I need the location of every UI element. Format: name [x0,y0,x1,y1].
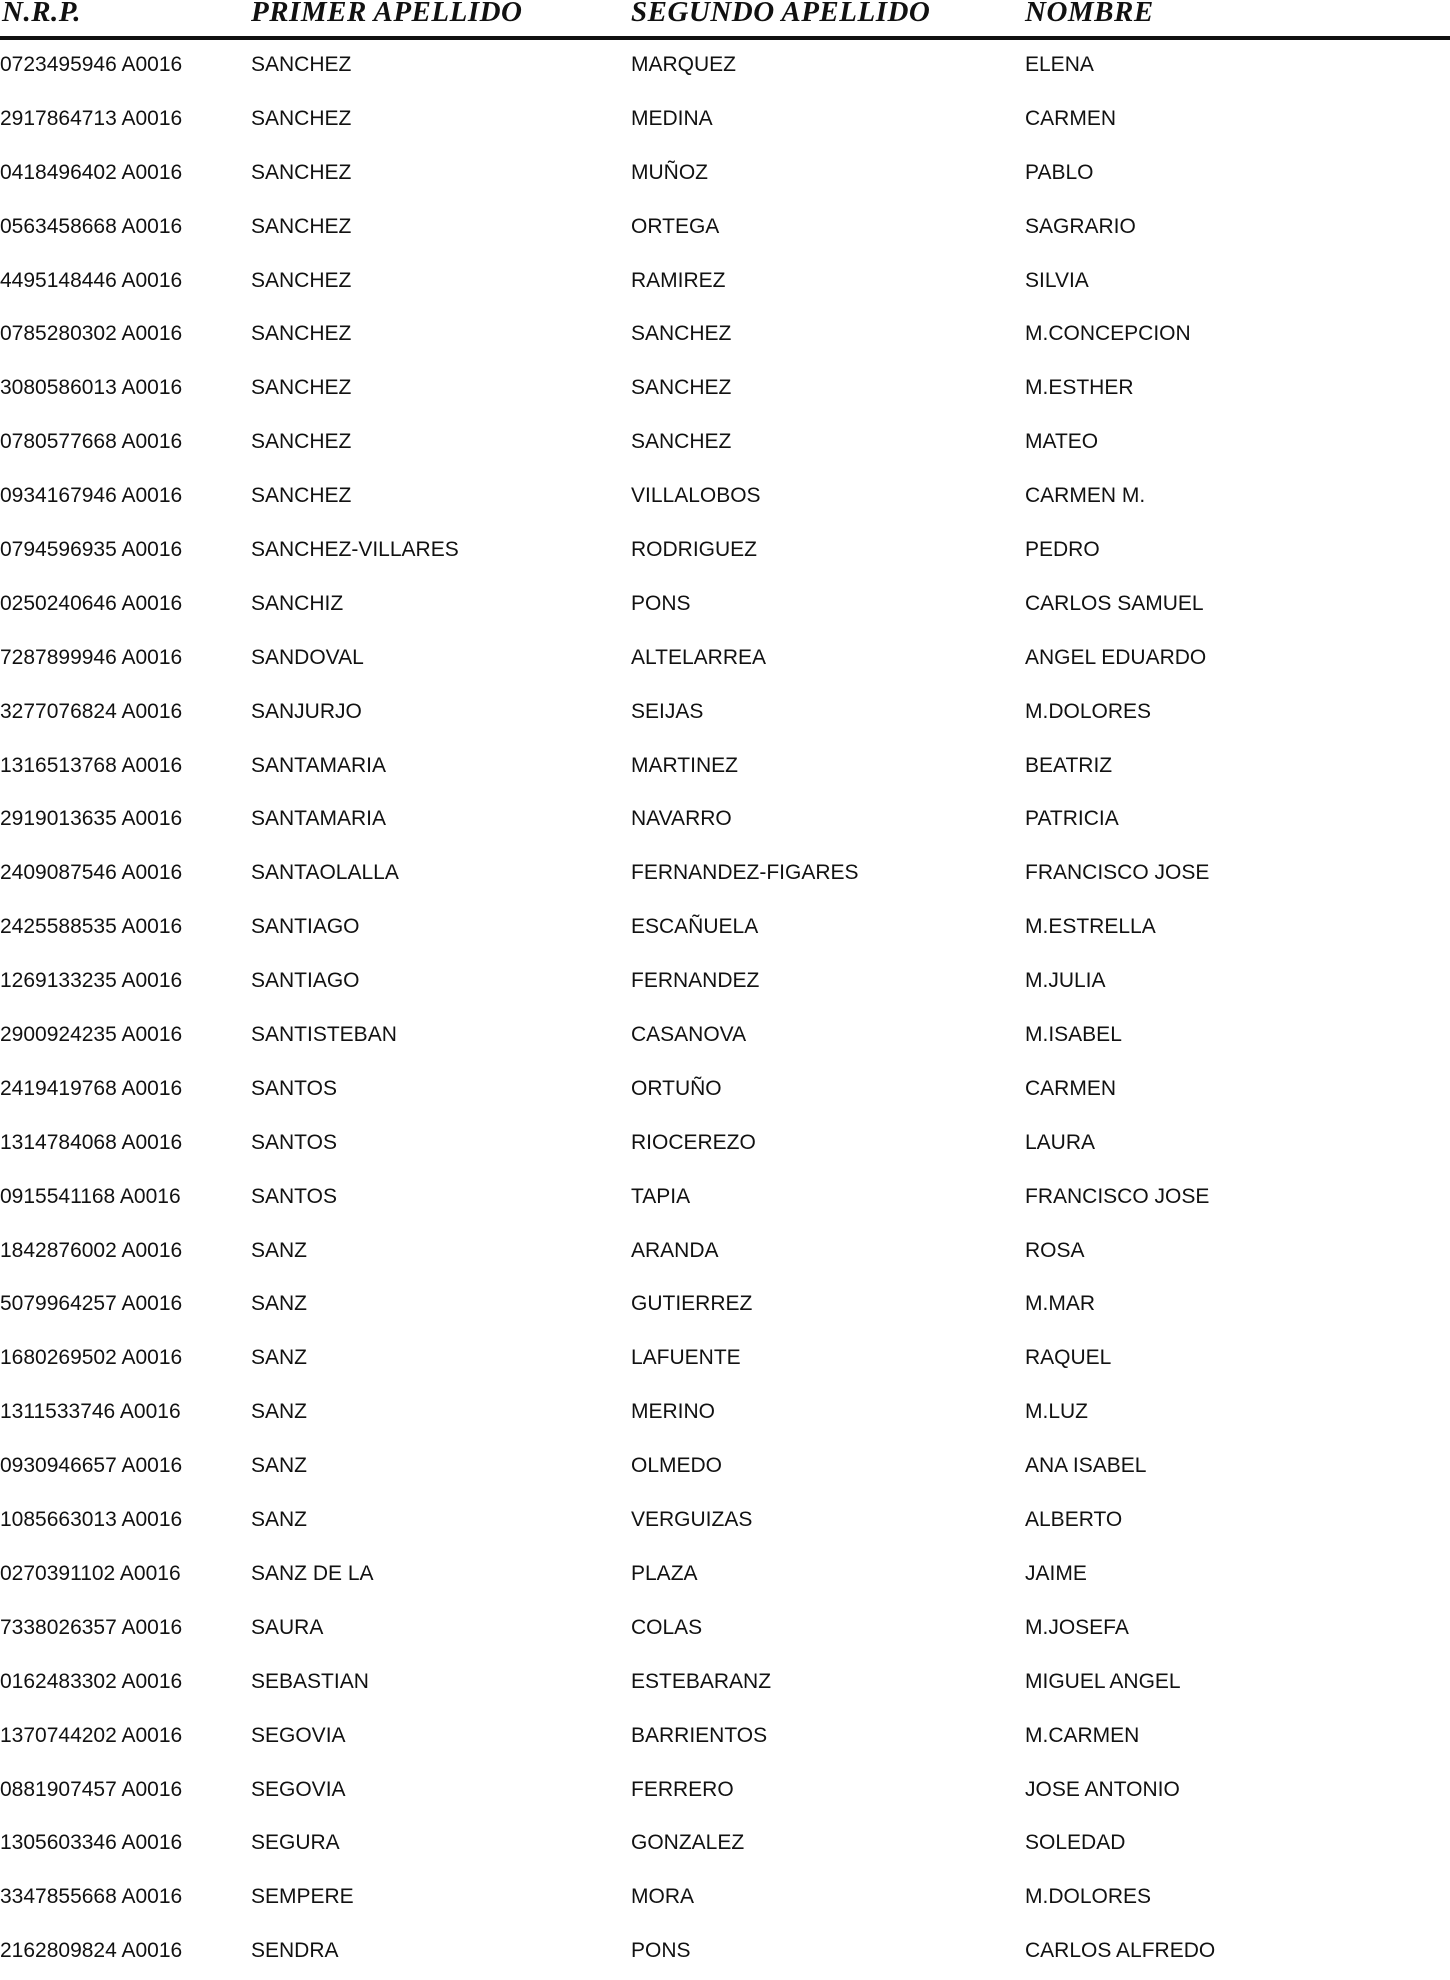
cell-segundo-apellido: MEDINA [631,106,713,130]
cell-segundo-apellido: FERNANDEZ [631,969,760,993]
cell-nrp: 2919013635 A0016 [0,807,183,831]
cell-nrp: 0934167946 A0016 [0,484,183,508]
cell-segundo-apellido: MUÑOZ [631,160,708,184]
cell-segundo-apellido: ALTELARREA [631,645,766,669]
cell-segundo-apellido: MERINO [631,1400,715,1424]
cell-primer-apellido: SANCHEZ [251,106,352,130]
table-row [0,956,1450,1010]
cell-primer-apellido: SANZ [251,1400,308,1424]
cell-nombre: ELENA [1025,53,1094,76]
cell-segundo-apellido: MARQUEZ [631,53,736,76]
cell-primer-apellido: SEMPERE [251,1885,354,1909]
table-row [0,417,1450,471]
table-row [0,1549,1450,1603]
cell-nombre: M.MAR [1025,1292,1095,1316]
table-row [0,1495,1450,1549]
table-row [0,794,1450,848]
table-row [0,256,1450,310]
cell-nombre: SOLEDAD [1025,1831,1126,1855]
cell-nrp: 0418496402 A0016 [0,160,183,184]
table-row [0,148,1450,202]
cell-primer-apellido: SANTOS [251,1076,337,1100]
cell-nombre: FRANCISCO JOSE [1025,1184,1210,1208]
cell-segundo-apellido: ARANDA [631,1238,719,1262]
cell-nombre: CARMEN [1025,106,1117,130]
cell-nrp: 0915541168 A0016 [0,1184,181,1208]
cell-nrp: 0794596935 A0016 [0,538,183,562]
table-row [0,1010,1450,1064]
cell-nrp: 0563458668 A0016 [0,214,183,238]
cell-primer-apellido: SANCHEZ [251,268,352,292]
cell-segundo-apellido: PLAZA [631,1561,698,1585]
cell-primer-apellido: SEBASTIAN [251,1669,369,1693]
cell-nombre: CARLOS ALFREDO [1025,1939,1216,1963]
table-header [0,0,1450,40]
table-row [0,902,1450,956]
table-row [0,1064,1450,1118]
table-row [0,1603,1450,1657]
cell-nrp: 0785280302 A0016 [0,322,183,346]
cell-nrp: 0930946657 A0016 [0,1454,183,1478]
cell-primer-apellido: SANZ DE LA [251,1561,374,1585]
cell-segundo-apellido: SANCHEZ [631,322,732,346]
cell-nombre: M.ISABEL [1025,1023,1122,1047]
table-row [0,525,1450,579]
table-row [0,687,1450,741]
cell-nombre: SAGRARIO [1025,214,1136,238]
cell-primer-apellido: SANCHEZ [251,376,352,400]
cell-nombre: CARMEN [1025,1076,1117,1100]
header-segundo-apellido: SEGUNDO APELLIDO [631,0,931,28]
cell-segundo-apellido: SEIJAS [631,699,704,723]
cell-primer-apellido: SANJURJO [251,699,362,723]
cell-primer-apellido: SANCHEZ-VILLARES [251,538,459,562]
cell-segundo-apellido: COLAS [631,1615,703,1639]
cell-segundo-apellido: GUTIERREZ [631,1292,753,1316]
cell-primer-apellido: SEGOVIA [251,1777,346,1801]
cell-nombre: CARLOS SAMUEL [1025,591,1204,615]
cell-segundo-apellido: ESCAÑUELA [631,915,759,939]
table-row [0,1118,1450,1172]
cell-nrp: 5079964257 A0016 [0,1292,183,1316]
cell-nrp: 1680269502 A0016 [0,1346,183,1370]
cell-primer-apellido: SAURA [251,1615,324,1639]
cell-nombre: RAQUEL [1025,1346,1112,1370]
cell-segundo-apellido: OLMEDO [631,1454,723,1478]
table-row [0,1387,1450,1441]
cell-nrp: 1370744202 A0016 [0,1723,183,1747]
table-row [0,1711,1450,1765]
cell-nombre: PEDRO [1025,538,1100,562]
cell-nrp: 1269133235 A0016 [0,969,183,993]
cell-nombre: CARMEN M. [1025,484,1146,508]
cell-segundo-apellido: GONZALEZ [631,1831,745,1855]
cell-segundo-apellido: CASANOVA [631,1023,747,1047]
cell-segundo-apellido: ESTEBARANZ [631,1669,772,1693]
cell-nrp: 3347855668 A0016 [0,1885,183,1909]
table-row [0,1818,1450,1872]
table-row [0,202,1450,256]
cell-primer-apellido: SANZ [251,1292,308,1316]
cell-nombre: SILVIA [1025,268,1089,292]
table-row [0,1333,1450,1387]
cell-segundo-apellido: FERRERO [631,1777,734,1801]
cell-primer-apellido: SANCHEZ [251,214,352,238]
cell-nrp: 1305603346 A0016 [0,1831,183,1855]
cell-nrp: 0162483302 A0016 [0,1669,183,1693]
cell-primer-apellido: SANCHEZ [251,430,352,454]
table-row [0,579,1450,633]
cell-nrp: 1314784068 A0016 [0,1130,183,1154]
cell-nombre: PABLO [1025,160,1094,184]
table-row [0,1226,1450,1280]
cell-nombre: ALBERTO [1025,1508,1123,1532]
cell-nrp: 0723495946 A0016 [0,53,183,76]
cell-nombre: JOSE ANTONIO [1025,1777,1180,1801]
cell-segundo-apellido: FERNANDEZ-FIGARES [631,861,859,885]
cell-primer-apellido: SANTOS [251,1184,337,1208]
cell-nrp: 1842876002 A0016 [0,1238,183,1262]
cell-nrp: 0270391102 A0016 [0,1561,181,1585]
table-row [0,1172,1450,1226]
cell-primer-apellido: SANZ [251,1346,308,1370]
cell-segundo-apellido: PONS [631,1939,691,1963]
cell-primer-apellido: SEGOVIA [251,1723,346,1747]
cell-primer-apellido: SANZ [251,1508,308,1532]
cell-nombre: FRANCISCO JOSE [1025,861,1210,885]
header-nombre: NOMBRE [1025,0,1154,28]
cell-nrp: 2425588535 A0016 [0,915,183,939]
cell-segundo-apellido: RAMIREZ [631,268,726,292]
table-row [0,1657,1450,1711]
cell-nombre: M.ESTHER [1025,376,1134,400]
cell-primer-apellido: SANTOS [251,1130,337,1154]
table-row [0,633,1450,687]
header-nrp: N.R.P. [2,0,82,28]
cell-primer-apellido: SANTAOLALLA [251,861,399,885]
cell-segundo-apellido: TAPIA [631,1184,691,1208]
cell-nrp: 7287899946 A0016 [0,645,183,669]
table-row [0,1872,1450,1926]
cell-nombre: PATRICIA [1025,807,1119,831]
table-row [0,363,1450,417]
cell-primer-apellido: SANTIAGO [251,915,360,939]
cell-primer-apellido: SANZ [251,1238,308,1262]
cell-nrp: 4495148446 A0016 [0,268,183,292]
table-row [0,309,1450,363]
cell-primer-apellido: SANDOVAL [251,645,364,669]
cell-segundo-apellido: MARTINEZ [631,753,738,777]
cell-nrp: 0881907457 A0016 [0,1777,183,1801]
cell-nombre: BEATRIZ [1025,753,1113,777]
cell-nombre: ANGEL EDUARDO [1025,645,1207,669]
cell-nrp: 7338026357 A0016 [0,1615,183,1639]
header-primer-apellido: PRIMER APELLIDO [251,0,523,28]
cell-primer-apellido: SANCHEZ [251,160,352,184]
cell-nrp: 1316513768 A0016 [0,753,183,777]
cell-nombre: MATEO [1025,430,1099,454]
cell-nrp: 2419419768 A0016 [0,1076,183,1100]
cell-nombre: M.CONCEPCION [1025,322,1191,346]
cell-nombre: M.CARMEN [1025,1723,1140,1747]
cell-nrp: 0780577668 A0016 [0,430,183,454]
cell-segundo-apellido: SANCHEZ [631,430,732,454]
cell-nrp: 2900924235 A0016 [0,1023,183,1047]
cell-segundo-apellido: NAVARRO [631,807,732,831]
table-row [0,741,1450,795]
cell-primer-apellido: SANCHEZ [251,484,352,508]
cell-primer-apellido: SANTAMARIA [251,807,386,831]
cell-primer-apellido: SANCHEZ [251,53,352,76]
cell-nrp: 2409087546 A0016 [0,861,183,885]
cell-nombre: M.DOLORES [1025,1885,1152,1909]
cell-nrp: 2917864713 A0016 [0,106,183,130]
cell-nombre: M.JULIA [1025,969,1106,993]
cell-nrp: 3277076824 A0016 [0,699,183,723]
table-row [0,1765,1450,1819]
cell-segundo-apellido: PONS [631,591,691,615]
cell-primer-apellido: SANZ [251,1454,308,1478]
cell-nrp: 2162809824 A0016 [0,1939,183,1963]
table-body [0,40,1450,1980]
table-row [0,40,1450,94]
cell-segundo-apellido: VILLALOBOS [631,484,761,508]
cell-primer-apellido: SENDRA [251,1939,339,1963]
cell-segundo-apellido: LAFUENTE [631,1346,741,1370]
cell-primer-apellido: SANTAMARIA [251,753,386,777]
cell-segundo-apellido: ORTEGA [631,214,720,238]
cell-nrp: 1311533746 A0016 [0,1400,181,1424]
cell-nombre: JAIME [1025,1561,1087,1585]
cell-nrp: 0250240646 A0016 [0,591,183,615]
cell-nrp: 3080586013 A0016 [0,376,183,400]
cell-segundo-apellido: ORTUÑO [631,1076,722,1100]
table-row [0,848,1450,902]
cell-nombre: M.DOLORES [1025,699,1152,723]
cell-nombre: M.LUZ [1025,1400,1088,1424]
cell-nombre: ROSA [1025,1238,1085,1262]
table-row [0,471,1450,525]
table-row [0,1926,1450,1980]
cell-segundo-apellido: MORA [631,1885,694,1909]
cell-nombre: M.JOSEFA [1025,1615,1129,1639]
cell-nombre: LAURA [1025,1130,1096,1154]
cell-nombre: ANA ISABEL [1025,1454,1147,1478]
cell-segundo-apellido: RIOCEREZO [631,1130,756,1154]
cell-nrp: 1085663013 A0016 [0,1508,183,1532]
cell-primer-apellido: SANTISTEBAN [251,1023,397,1047]
table-row [0,1441,1450,1495]
table-row [0,94,1450,148]
cell-segundo-apellido: RODRIGUEZ [631,538,757,562]
cell-nombre: MIGUEL ANGEL [1025,1669,1181,1693]
cell-segundo-apellido: SANCHEZ [631,376,732,400]
cell-primer-apellido: SEGURA [251,1831,340,1855]
cell-segundo-apellido: BARRIENTOS [631,1723,768,1747]
cell-segundo-apellido: VERGUIZAS [631,1508,753,1532]
cell-nombre: M.ESTRELLA [1025,915,1156,939]
cell-primer-apellido: SANCHEZ [251,322,352,346]
cell-primer-apellido: SANTIAGO [251,969,360,993]
cell-primer-apellido: SANCHIZ [251,591,344,615]
table-row [0,1279,1450,1333]
